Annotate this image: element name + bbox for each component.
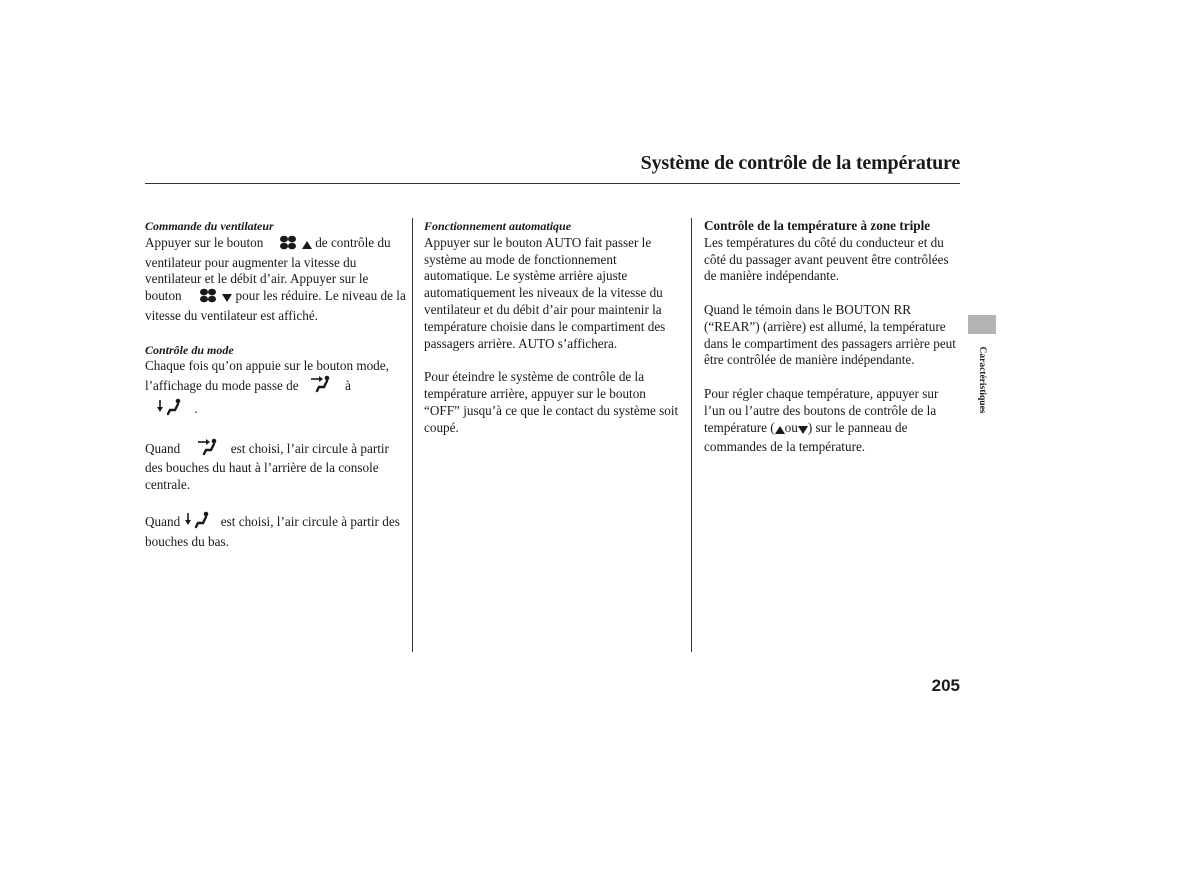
tri-zone-p3-a: Pour régler chaque température, appuyer sur l’un ou l’autre des boutons de contrôle de la température (	[704, 385, 939, 435]
vent-floor-icon	[157, 398, 183, 421]
mode-text-b: à	[345, 378, 352, 394]
fan-text-c: bouton	[145, 288, 182, 304]
column-divider-1	[412, 218, 413, 652]
mode-paragraph-1	[145, 358, 407, 420]
fan-icon	[199, 288, 217, 308]
page-title: Système de contrôle de la température	[640, 152, 960, 174]
fan-text-a: Appuyer sur le bouton	[145, 234, 264, 250]
triangle-up-icon	[302, 238, 312, 255]
mode-text-c: .	[194, 400, 198, 416]
mode-p3-a: Quand	[145, 513, 181, 529]
section-tab	[968, 315, 996, 334]
header-rule	[145, 183, 960, 184]
fan-control-heading: Commande du ventilateur	[145, 219, 274, 233]
fan-icon	[279, 235, 297, 255]
tri-zone-p3-b: ) sur le panneau de commandes de la température.	[704, 419, 908, 455]
column-auto	[424, 218, 682, 436]
tri-zone-paragraph-3	[704, 386, 960, 456]
tri-zone-p3-or: ou	[784, 419, 798, 435]
mode-p2-b: est choisi, l’air circule à partir des bouches du haut à l’arrière de la console centrale.	[145, 440, 389, 493]
mode-text-a: Chaque fois qu’on appuie sur le bouton mode, l’affichage du mode passe de	[145, 358, 389, 394]
tri-zone-heading: Contrôle de la température à zone triple	[704, 218, 931, 233]
fan-control-paragraph	[145, 235, 407, 325]
page-number: 205	[931, 676, 960, 695]
triangle-down-icon	[222, 291, 232, 308]
vent-floor-icon	[185, 511, 211, 534]
mode-control-heading: Contrôle du mode	[145, 342, 234, 357]
column-tri-zone	[704, 218, 960, 456]
tri-zone-paragraph-1: Les températures du côté du conducteur et du côté du passager avant peuvent être contrôlées de manière indépendante.	[704, 234, 949, 284]
auto-paragraph-2: Pour éteindre le système de contrôle de la température arrière, appuyer sur le bouton “OFF” jusqu’à ce que le contact du système soit coupé.	[424, 369, 679, 435]
triangle-up-icon	[775, 423, 785, 440]
mode-p2-a: Quand	[145, 440, 181, 456]
triangle-down-icon	[798, 423, 808, 440]
mode-paragraph-3	[145, 511, 407, 551]
fan-text-d: pour les réduire. Le niveau de la vitesse du ventilateur est affiché.	[145, 288, 406, 323]
mode-paragraph-2	[145, 438, 407, 494]
section-label: Caractéristiques	[977, 346, 987, 414]
column-divider-2	[691, 218, 692, 652]
auto-paragraph-1: Appuyer sur le bouton AUTO fait passer le système au mode de fonctionnement automatique. Le système arrière ajuste automatiquement les niveaux de la vitesse du ventilateur et du débit d’air pour maintenir la température choisie dans le compartiment des passagers arrière. AUTO s’affichera.	[424, 234, 666, 351]
vent-upper-icon	[197, 438, 219, 461]
column-fan-mode	[145, 218, 407, 550]
vent-upper-icon	[310, 375, 332, 398]
fan-text-b: de contrôle du ventilateur pour augmenter la vitesse du ventilateur et le débit d’air. Appuyer sur le	[145, 234, 391, 287]
mode-p3-b: est choisi, l’air circule à partir des bouches du bas.	[145, 513, 400, 549]
tri-zone-paragraph-2: Quand le témoin dans le BOUTON RR (“REAR”) (arrière) est allumé, la température dans le compartiment des passagers arrière peut être contrôlée de manière indépendante.	[704, 301, 956, 368]
auto-heading: Fonctionnement automatique	[424, 219, 572, 233]
